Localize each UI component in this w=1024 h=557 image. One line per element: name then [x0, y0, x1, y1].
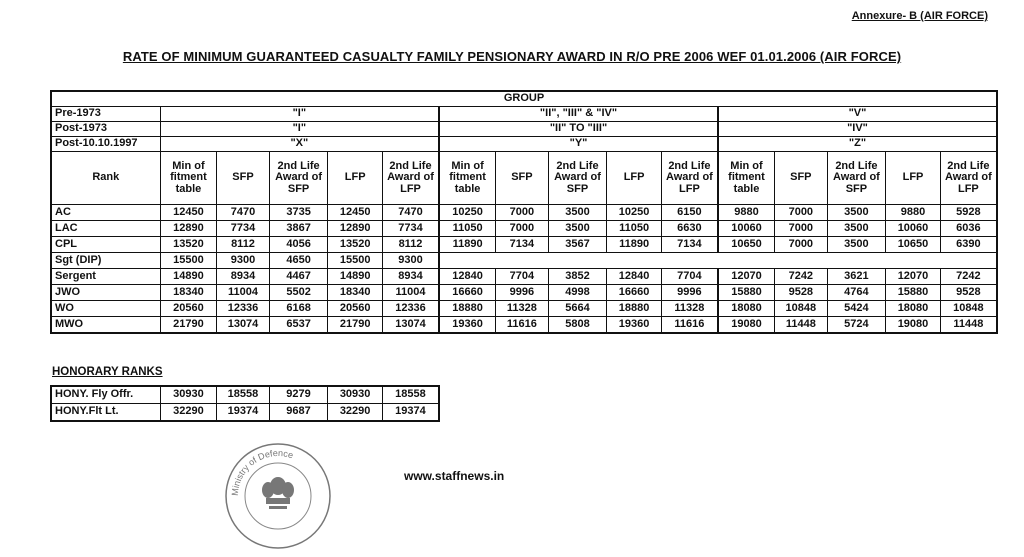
column-header: 2nd Life Award of SFP — [827, 152, 886, 205]
table-cell: 12840 — [607, 269, 662, 285]
table-cell: 3500 — [548, 221, 607, 237]
table-cell: 13520 — [160, 237, 217, 253]
table-cell: 12890 — [160, 221, 217, 237]
page-title: RATE OF MINIMUM GUARANTEED CASUALTY FAMILY PENSIONARY AWARD IN R/O PRE 2006 WEF 01.01.2006 (AIR FORCE) — [122, 49, 902, 64]
table-row — [51, 285, 997, 301]
table-cell: 32290 — [328, 404, 383, 422]
column-header-row — [51, 152, 997, 205]
table-cell: 9996 — [496, 285, 549, 301]
table-cell: 4764 — [827, 285, 886, 301]
table-cell: 3867 — [269, 221, 328, 237]
table-cell: 5424 — [827, 301, 886, 317]
table-cell: 9880 — [886, 205, 941, 221]
rank-label: Sgt (DIP) — [51, 253, 160, 269]
table-cell: 7704 — [661, 269, 718, 285]
table-row — [51, 269, 997, 285]
table-cell: 15880 — [886, 285, 941, 301]
table-row — [51, 253, 997, 269]
rank-label: AC — [51, 205, 160, 221]
table-cell: 11050 — [607, 221, 662, 237]
table-cell: 7470 — [382, 205, 439, 221]
table-cell: 11004 — [217, 285, 270, 301]
rank-label: MWO — [51, 317, 160, 334]
column-header: SFP — [217, 152, 270, 205]
table-cell: 6168 — [269, 301, 328, 317]
rank-label: WO — [51, 301, 160, 317]
table-cell: 7000 — [775, 221, 828, 237]
rank-label: LAC — [51, 221, 160, 237]
column-header: Min of fitment table — [718, 152, 775, 205]
table-row — [51, 237, 997, 253]
table-cell: 19360 — [607, 317, 662, 334]
table-cell: 11448 — [775, 317, 828, 334]
table-cell: 3567 — [548, 237, 607, 253]
table-cell: 8934 — [382, 269, 439, 285]
column-header: 2nd Life Award of LFP — [661, 152, 718, 205]
column-header: 2nd Life Award of LFP — [940, 152, 997, 205]
honorary-rank-label: HONY.Flt Lt. — [51, 404, 160, 422]
table-cell: 30930 — [328, 386, 383, 404]
table-cell: 7134 — [661, 237, 718, 253]
era-group-1: "X" — [160, 137, 439, 152]
column-header: 2nd Life Award of LFP — [382, 152, 439, 205]
table-cell: 3500 — [827, 237, 886, 253]
table-cell: 9300 — [382, 253, 439, 269]
table-cell: 7000 — [775, 237, 828, 253]
table-cell: 7242 — [775, 269, 828, 285]
table-cell: 14890 — [328, 269, 383, 285]
table-cell: 11328 — [496, 301, 549, 317]
table-cell: 19374 — [217, 404, 270, 422]
era-group-1: "I" — [160, 122, 439, 137]
table-cell: 18340 — [328, 285, 383, 301]
table-cell: 11890 — [439, 237, 496, 253]
table-cell: 12070 — [886, 269, 941, 285]
era-row — [51, 107, 997, 122]
table-cell: 9300 — [217, 253, 270, 269]
table-cell: 11328 — [661, 301, 718, 317]
column-header: SFP — [496, 152, 549, 205]
era-group-2: "II", "III" & "IV" — [439, 107, 718, 122]
table-cell: 3735 — [269, 205, 328, 221]
table-cell: 21790 — [160, 317, 217, 334]
table-cell: 8934 — [217, 269, 270, 285]
table-cell: 16660 — [439, 285, 496, 301]
empty-cell — [439, 253, 997, 269]
table-cell: 20560 — [160, 301, 217, 317]
table-cell: 9996 — [661, 285, 718, 301]
table-cell: 19080 — [886, 317, 941, 334]
table-cell: 15880 — [718, 285, 775, 301]
seal-text: Ministry of Defence — [229, 447, 295, 497]
table-cell: 9279 — [269, 386, 328, 404]
era-group-3: "Z" — [718, 137, 997, 152]
era-row — [51, 137, 997, 152]
column-header: 2nd Life Award of SFP — [269, 152, 328, 205]
table-cell: 18558 — [217, 386, 270, 404]
table-cell: 12070 — [718, 269, 775, 285]
table-cell: 10650 — [718, 237, 775, 253]
era-row — [51, 122, 997, 137]
column-header: Min of fitment table — [439, 152, 496, 205]
column-header: SFP — [775, 152, 828, 205]
table-cell: 10060 — [718, 221, 775, 237]
table-cell: 18880 — [607, 301, 662, 317]
table-cell: 12840 — [439, 269, 496, 285]
table-cell: 7470 — [217, 205, 270, 221]
table-cell: 6390 — [940, 237, 997, 253]
table-cell: 9880 — [718, 205, 775, 221]
table-cell: 10848 — [775, 301, 828, 317]
table-cell: 9528 — [775, 285, 828, 301]
table-cell: 15500 — [160, 253, 217, 269]
table-cell: 20560 — [328, 301, 383, 317]
table-cell: 3500 — [548, 205, 607, 221]
table-cell: 9528 — [940, 285, 997, 301]
table-cell: 13074 — [217, 317, 270, 334]
table-cell: 11004 — [382, 285, 439, 301]
table-cell: 7134 — [496, 237, 549, 253]
table-cell: 21790 — [328, 317, 383, 334]
table-cell: 4467 — [269, 269, 328, 285]
table-row — [51, 205, 997, 221]
table-cell: 6036 — [940, 221, 997, 237]
table-cell: 6630 — [661, 221, 718, 237]
table-cell: 10650 — [886, 237, 941, 253]
table-row — [51, 317, 997, 334]
column-header: LFP — [328, 152, 383, 205]
era-group-2: "Y" — [439, 137, 718, 152]
table-cell: 18340 — [160, 285, 217, 301]
table-cell: 18080 — [718, 301, 775, 317]
table-cell: 5502 — [269, 285, 328, 301]
table-cell: 6150 — [661, 205, 718, 221]
table-cell: 7000 — [496, 221, 549, 237]
table-cell: 5808 — [548, 317, 607, 334]
era-group-3: "IV" — [718, 122, 997, 137]
table-cell: 7000 — [496, 205, 549, 221]
table-row — [51, 221, 997, 237]
table-cell: 3500 — [827, 221, 886, 237]
table-cell: 3852 — [548, 269, 607, 285]
table-cell: 12336 — [382, 301, 439, 317]
table-cell: 12450 — [160, 205, 217, 221]
table-cell: 10848 — [940, 301, 997, 317]
table-cell: 19080 — [718, 317, 775, 334]
table-cell: 4998 — [548, 285, 607, 301]
emblem-icon — [262, 477, 294, 509]
table-cell: 10250 — [607, 205, 662, 221]
table-cell: 18558 — [382, 386, 439, 404]
annexure-label: Annexure- B (AIR FORCE) — [851, 10, 988, 22]
rank-label: JWO — [51, 285, 160, 301]
table-cell: 7000 — [775, 205, 828, 221]
table-cell: 9687 — [269, 404, 328, 422]
table-cell: 4056 — [269, 237, 328, 253]
table-cell: 8112 — [382, 237, 439, 253]
table-cell: 10060 — [886, 221, 941, 237]
table-cell: 7242 — [940, 269, 997, 285]
table-cell: 8112 — [217, 237, 270, 253]
table-cell: 11616 — [661, 317, 718, 334]
group-header-row — [51, 91, 997, 107]
table-cell: 12890 — [328, 221, 383, 237]
rank-label: CPL — [51, 237, 160, 253]
table-cell: 5928 — [940, 205, 997, 221]
table-cell: 6537 — [269, 317, 328, 334]
honorary-ranks-heading: HONORARY RANKS — [52, 366, 163, 378]
era-label: Post-1973 — [51, 122, 160, 137]
table-cell: 18080 — [886, 301, 941, 317]
table-cell: 16660 — [607, 285, 662, 301]
honorary-ranks-table — [50, 385, 440, 422]
era-label: Post-10.10.1997 — [51, 137, 160, 152]
column-header: LFP — [886, 152, 941, 205]
column-header: LFP — [607, 152, 662, 205]
official-seal-stamp — [222, 440, 334, 552]
website-url: www.staffnews.in — [404, 469, 505, 483]
honorary-row — [51, 386, 439, 404]
table-cell: 11890 — [607, 237, 662, 253]
era-group-2: "II" TO "III" — [439, 122, 718, 137]
table-cell: 10250 — [439, 205, 496, 221]
table-cell: 19360 — [439, 317, 496, 334]
era-group-1: "I" — [160, 107, 439, 122]
rank-label: Sergent — [51, 269, 160, 285]
table-cell: 12450 — [328, 205, 383, 221]
table-cell: 30930 — [160, 386, 217, 404]
table-row — [51, 301, 997, 317]
column-header: 2nd Life Award of SFP — [548, 152, 607, 205]
table-cell: 15500 — [328, 253, 383, 269]
pension-award-table — [50, 90, 998, 334]
table-cell: 3621 — [827, 269, 886, 285]
table-cell: 13074 — [382, 317, 439, 334]
table-cell: 11050 — [439, 221, 496, 237]
rank-header: Rank — [51, 152, 160, 205]
table-cell: 18880 — [439, 301, 496, 317]
table-cell: 11448 — [940, 317, 997, 334]
table-cell: 5724 — [827, 317, 886, 334]
honorary-rank-label: HONY. Fly Offr. — [51, 386, 160, 404]
table-cell: 12336 — [217, 301, 270, 317]
table-cell: 13520 — [328, 237, 383, 253]
table-cell: 7704 — [496, 269, 549, 285]
honorary-row — [51, 404, 439, 422]
group-heading: GROUP — [51, 91, 997, 107]
table-cell: 4650 — [269, 253, 328, 269]
table-cell: 5664 — [548, 301, 607, 317]
column-header: Min of fitment table — [160, 152, 217, 205]
table-cell: 7734 — [382, 221, 439, 237]
table-cell: 19374 — [382, 404, 439, 422]
table-cell: 3500 — [827, 205, 886, 221]
era-label: Pre-1973 — [51, 107, 160, 122]
table-cell: 14890 — [160, 269, 217, 285]
era-group-3: "V" — [718, 107, 997, 122]
table-cell: 11616 — [496, 317, 549, 334]
table-cell: 32290 — [160, 404, 217, 422]
table-cell: 7734 — [217, 221, 270, 237]
